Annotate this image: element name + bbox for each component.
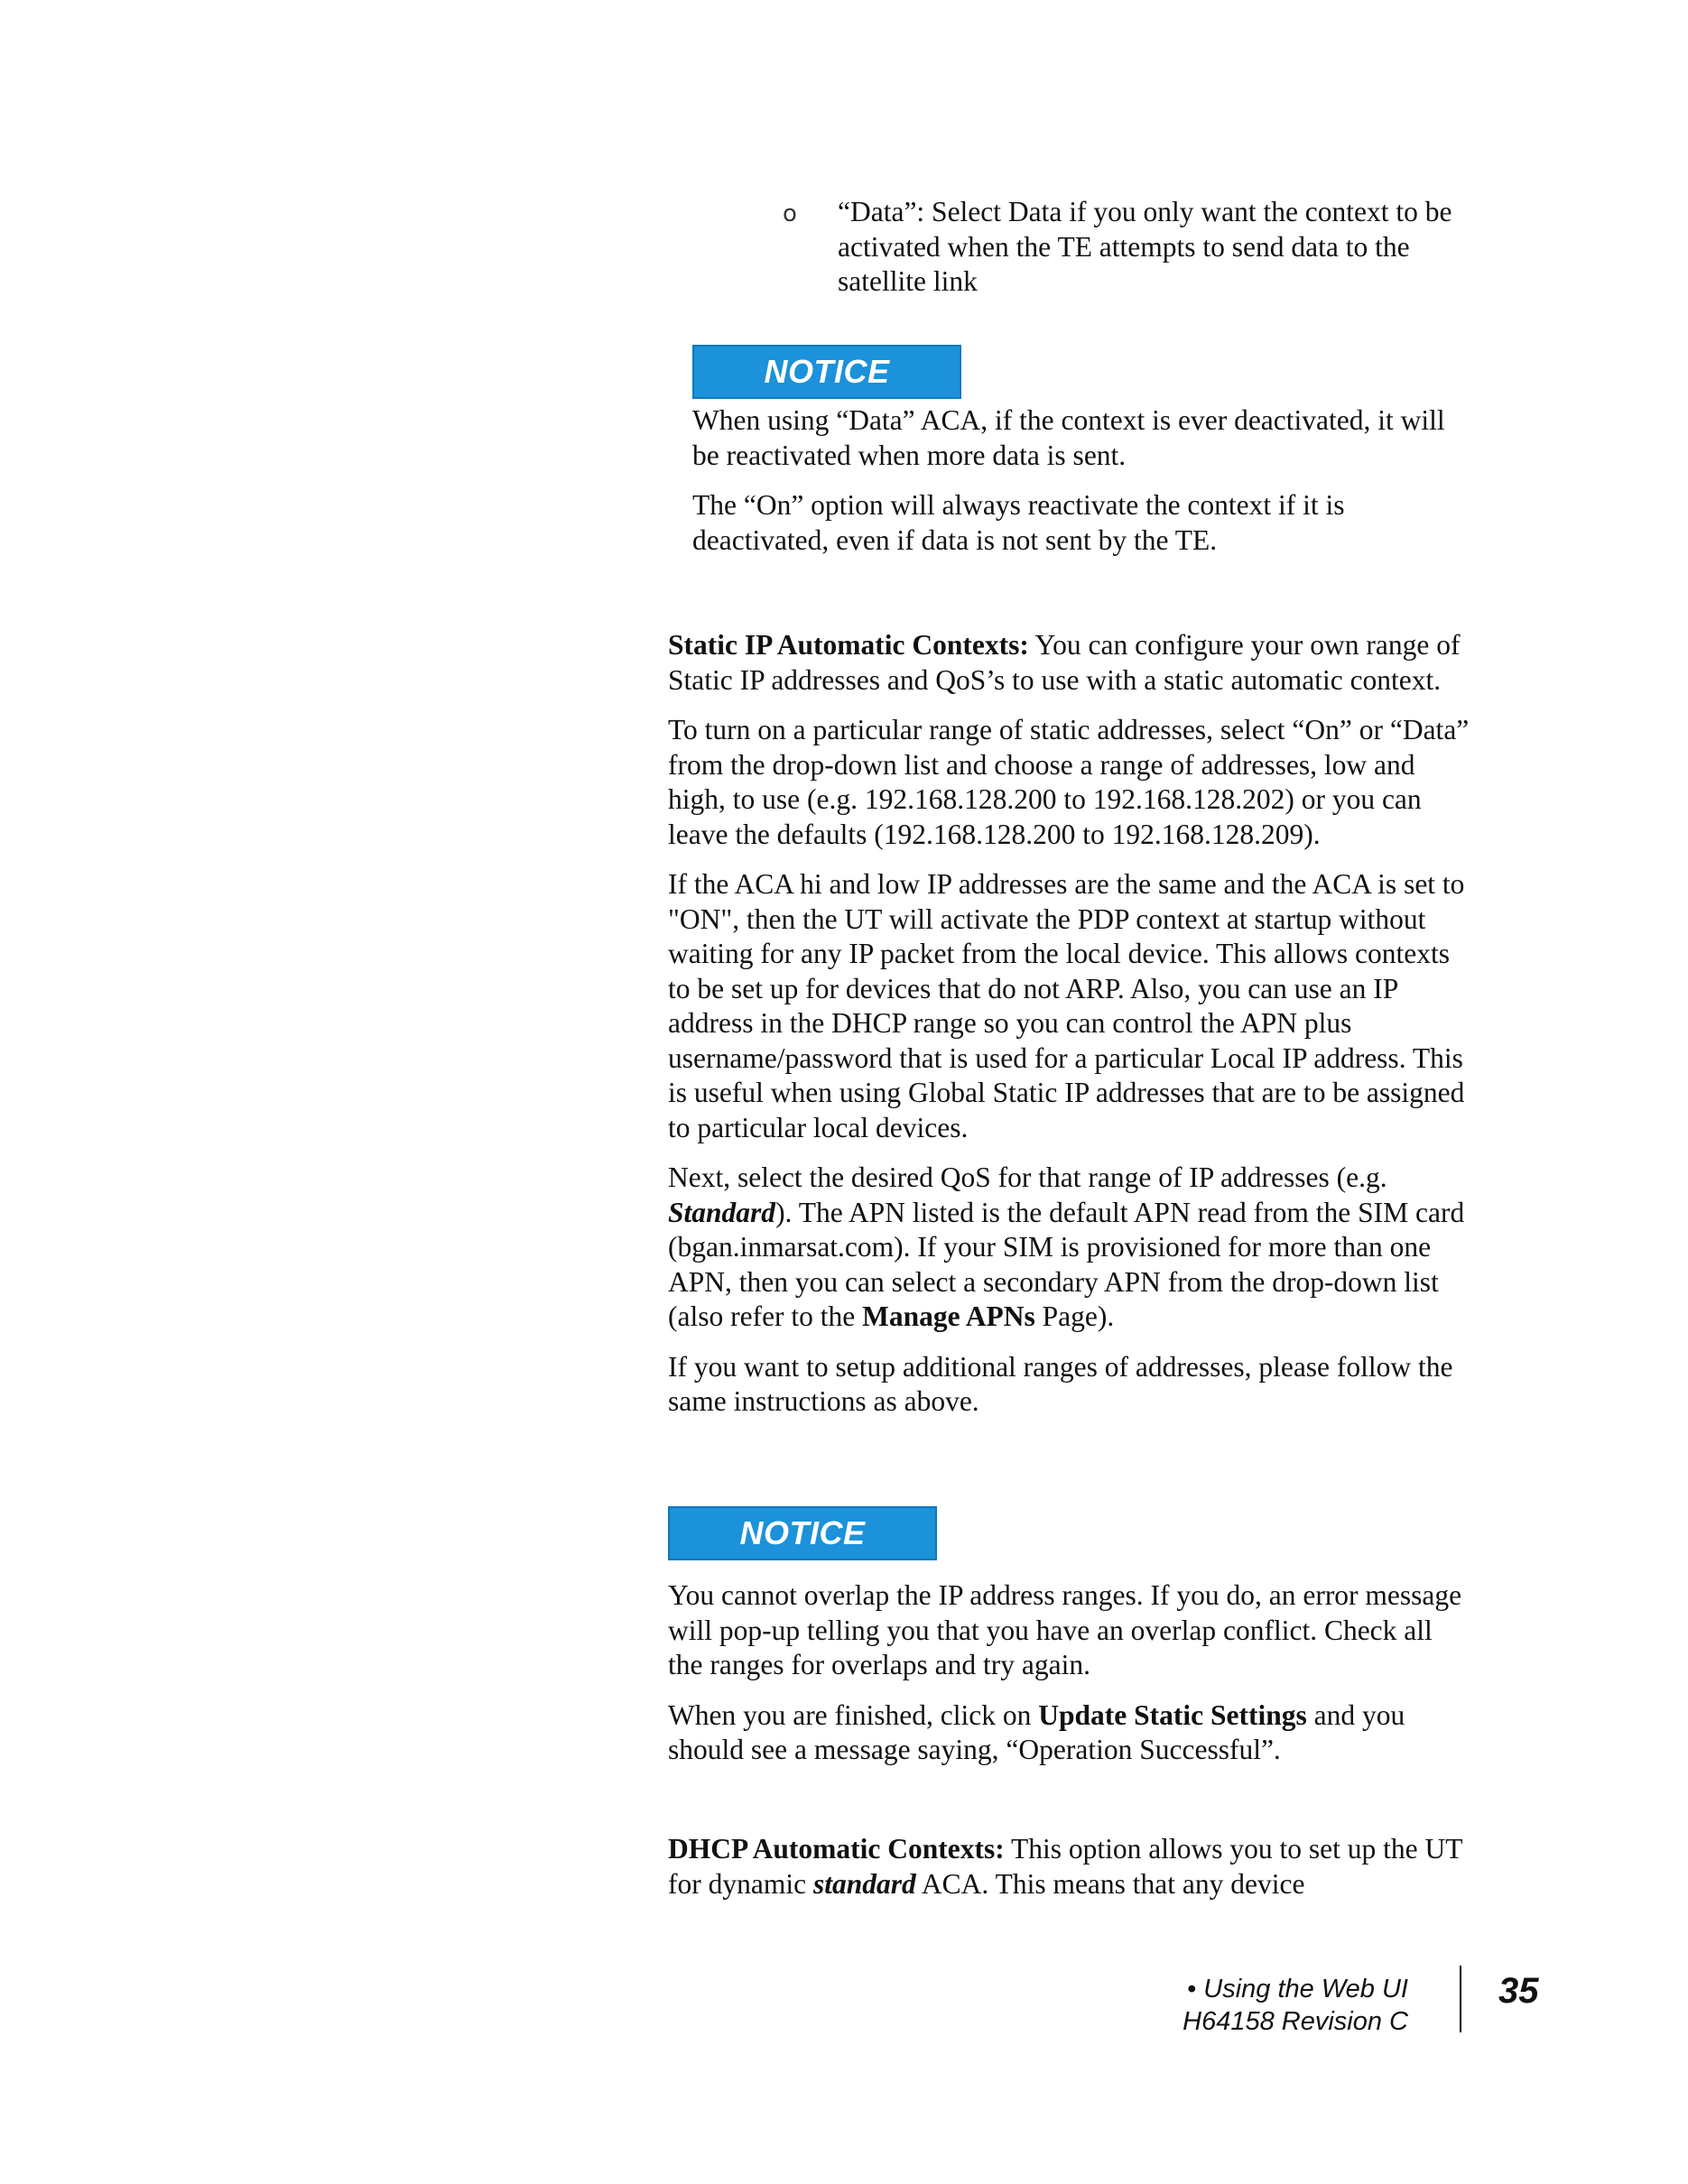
update-static-settings-reference: Update Static Settings xyxy=(1038,1698,1307,1731)
bullet-item-data-option xyxy=(783,195,1469,300)
static-ip-intro: Static IP Automatic Contexts: You can configure your own range of Static IP addresses and QoS’s to use with a static automatic context. xyxy=(668,629,1461,696)
notice-banner-2 xyxy=(668,1506,937,1560)
static-ip-paragraph-2: To turn on a particular range of static addresses, select “On” or “Data” from the drop-down list and choose a range of addresses, low and high, to use (e.g. 192.168.128.200 to 192.168.128.202) or you can leave the defaults (192.168.128.200 to 192.168.128.209). xyxy=(668,714,1470,850)
notice-2-paragraph-2: When you are finished, click on Update Static Settings and you should see a message saying, “Operation Successful”. xyxy=(668,1698,1405,1765)
footer-document-revision: H64158 Revision C xyxy=(1183,2007,1408,2036)
qos-standard-emphasis: Standard xyxy=(668,1196,776,1228)
footer-section-title: • Using the Web UI xyxy=(1187,1975,1408,2004)
footer-divider xyxy=(1460,1966,1461,2032)
static-ip-section xyxy=(668,628,1471,1435)
page-footer xyxy=(1110,1973,1408,2038)
dhcp-standard-emphasis: standard xyxy=(812,1867,916,1900)
notice-banner-1 xyxy=(692,345,961,399)
dhcp-heading: DHCP Automatic Contexts: xyxy=(668,1833,1005,1865)
static-ip-paragraph-5: If you want to setup additional ranges of addresses, please follow the same instructions as above. xyxy=(668,1350,1453,1417)
notice-1-paragraph-1: When using “Data” ACA, if the context is ever deactivated, it will be reactivated when more data is sent. xyxy=(692,404,1445,471)
bullet-marker: o xyxy=(783,200,797,227)
dhcp-paragraph: DHCP Automatic Contexts: This option allows you to set up the UT for dynamic standard ACA. This means that any device xyxy=(668,1833,1462,1900)
static-ip-paragraph-3: If the ACA hi and low IP addresses are the same and the ACA is set to "ON", then the UT will activate the PDP context at startup without waiting for any IP packet from the local device. This allows contexts to be set up for devices that do not ARP. Also, you can use an IP address in the DHCP range so you can control the APN plus username/password that is used for a particular Local IP address. This is useful when using Global Static IP addresses that are to be assigned to particular local devices. xyxy=(668,868,1465,1143)
notice-1-paragraph-2: The “On” option will always reactivate the context if it is deactivated, even if data is not sent by the TE. xyxy=(692,489,1345,556)
notice-label-2: NOTICE xyxy=(739,1514,866,1551)
static-ip-paragraph-4: Next, select the desired QoS for that range of IP addresses (e.g. Standard). The APN listed is the default APN read from the SIM card (bgan.inmarsat.com). If your SIM is provisioned for more than one APN, then you can select a secondary APN from the drop-down list (also refer to the Manage APNs Page). xyxy=(668,1161,1465,1332)
bullet-text: “Data”: Select Data if you only want the context to be activated when the TE attempts to send data to the satellite link xyxy=(838,196,1452,297)
notice-label-1: NOTICE xyxy=(764,353,890,390)
page-number: 35 xyxy=(1498,1971,1539,2011)
notice-2-paragraph-1: You cannot overlap the IP address ranges. If you do, an error message will pop-up telling you that you have an overlap conflict. Check all the ranges for overlaps and try again. xyxy=(668,1579,1462,1680)
notice-body-1 xyxy=(692,403,1469,573)
manage-apns-reference: Manage APNs xyxy=(862,1300,1035,1332)
notice-body-2 xyxy=(668,1578,1471,1783)
static-ip-heading: Static IP Automatic Contexts: xyxy=(668,629,1029,661)
dhcp-section xyxy=(668,1832,1471,1917)
